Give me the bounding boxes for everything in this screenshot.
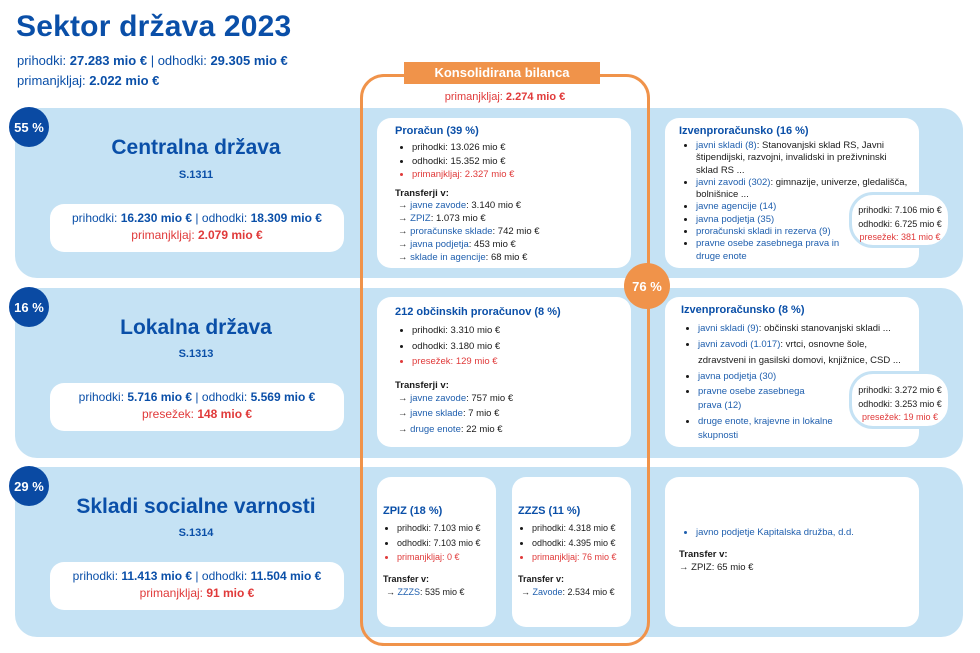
- share-badge-central: 55 %: [9, 107, 49, 147]
- list-item: • druge enote, krajevne in lokalne skupnosti: [698, 415, 848, 443]
- list-item: • javna podjetja (35): [696, 214, 911, 226]
- list-item: • prihodki: 13.026 mio €: [412, 141, 621, 155]
- list-item: • pravne osebe zasebnega prava in druge enote: [696, 238, 846, 263]
- share-badge-social: 29 %: [9, 466, 49, 506]
- transfer-row: → javne sklade: 7 mio €: [398, 408, 500, 419]
- section-name-social: Skladi socialne varnosti: [76, 495, 316, 518]
- card-title: Izvenproračunsko (8 %): [681, 304, 805, 316]
- list-item: • javni zavodi (1.017): vrtci, osnovne šole, zdravstveni in gasilski domovi, knjižnice, CSD ...: [698, 337, 911, 369]
- transfers-title: Transferji v:: [395, 187, 449, 199]
- consolidated-deficit: primanjkljaj: 2.274 mio €: [444, 91, 566, 103]
- list-item: • primanjkljaj: 76 mio €: [532, 550, 627, 565]
- section-code-social: S.1314: [178, 527, 214, 539]
- card-zzzs: [512, 477, 631, 627]
- transfers-title: Transfer v:: [679, 548, 728, 560]
- card-title: Izvenproračunsko (16 %): [679, 125, 809, 137]
- section-name-local: Lokalna država: [120, 316, 272, 339]
- page-title: Sektor država 2023: [16, 10, 292, 43]
- list-item: • javni zavodi (302): gimnazije, univerze, gledališča, bolnišnice ...: [696, 177, 911, 202]
- list-item: • javne agencije (14): [696, 201, 911, 213]
- card-zpiz: [377, 477, 496, 627]
- list-item: • javni skladi (8): Stanovanjski sklad RS, Javni štipendijski, razvojni, invalidski in preživninski sklad RS ...: [696, 140, 911, 177]
- share-badge-local: 16 %: [9, 287, 49, 327]
- card-title: ZZZS (11 %): [518, 505, 581, 517]
- list-item: • javna podjetja (30): [698, 369, 911, 385]
- list-item: • odhodki: 4.395 mio €: [532, 536, 627, 551]
- transfer-row: → ZZZS: 535 mio €: [386, 586, 465, 597]
- list-item: • javni skladi (9): občinski stanovanjski skladi ...: [698, 321, 911, 337]
- transfers-title: Transferji v:: [395, 379, 449, 391]
- list-item: • odhodki: 7.103 mio €: [397, 536, 490, 551]
- list-item: • prihodki: 3.310 mio €: [412, 323, 621, 339]
- pill-local-extra: prihodki: 3.272 mio € odhodki: 3.253 mio € presežek: 19 mio €: [849, 371, 951, 429]
- total-deficit: primanjkljaj: 2.022 mio €: [17, 73, 160, 88]
- pill-central-extra: prihodki: 7.106 mio € odhodki: 6.725 mio € presežek: 381 mio €: [849, 192, 951, 248]
- total-summary: prihodki: 27.283 mio € | odhodki: 29.305 mio €: [17, 53, 288, 68]
- list-item: • odhodki: 15.352 mio €: [412, 155, 621, 169]
- list-item: • odhodki: 3.180 mio €: [412, 339, 621, 355]
- transfer-row: → javne zavode: 757 mio €: [398, 392, 514, 404]
- transfer-row: → ZPIZ: 65 mio €: [679, 561, 754, 573]
- list-item: • pravne osebe zasebnega prava (12): [698, 385, 808, 413]
- consolidated-label: Konsolidirana bilanca: [404, 62, 600, 84]
- transfer-row: → javna podjetja: 453 mio €: [398, 238, 516, 250]
- section-code-local: S.1313: [178, 348, 214, 360]
- section-summary-local: prihodki: 5.716 mio € | odhodki: 5.569 mio € presežek: 148 mio €: [50, 383, 344, 431]
- transfer-row: → Zavode: 2.534 mio €: [521, 586, 615, 597]
- transfer-row: → proračunske sklade: 742 mio €: [398, 225, 540, 237]
- section-name-central: Centralna država: [111, 136, 281, 159]
- section-summary-central: prihodki: 16.230 mio € | odhodki: 18.309 mio € primanjkljaj: 2.079 mio €: [50, 204, 344, 252]
- list-item: • primanjkljaj: 0 €: [397, 550, 490, 565]
- section-code-central: S.1311: [178, 169, 214, 181]
- card-social-extra: [665, 477, 919, 627]
- list-item: • presežek: 129 mio €: [412, 354, 621, 370]
- list-item: • proračunski skladi in rezerva (9): [696, 226, 911, 238]
- section-summary-social: prihodki: 11.413 mio € | odhodki: 11.504 mio € primanjkljaj: 91 mio €: [50, 562, 344, 610]
- transfers-title: Transfer v:: [518, 573, 565, 584]
- list-item: • primanjkljaj: 2.327 mio €: [412, 168, 621, 182]
- card-title: ZPIZ (18 %): [383, 505, 443, 517]
- transfer-row: → druge enote: 22 mio €: [398, 423, 503, 435]
- list-item: • javno podjetje Kapitalska družba, d.d.: [696, 526, 909, 540]
- transfer-row: → ZPIZ: 1.073 mio €: [398, 212, 486, 224]
- list-item: • prihodki: 7.103 mio €: [397, 521, 490, 536]
- consolidated-share-circle: 76 %: [624, 263, 670, 309]
- transfers-title: Transfer v:: [383, 573, 430, 584]
- transfer-row: → javne zavode: 3.140 mio €: [398, 199, 522, 211]
- card-local-budget: [377, 297, 631, 447]
- card-central-budget: [377, 118, 631, 268]
- list-item: • prihodki: 4.318 mio €: [532, 521, 627, 536]
- card-title: 212 občinskih proračunov (8 %): [395, 306, 561, 318]
- card-title: Proračun (39 %): [395, 125, 479, 137]
- transfer-row: → sklade in agencije: 68 mio €: [398, 251, 528, 263]
